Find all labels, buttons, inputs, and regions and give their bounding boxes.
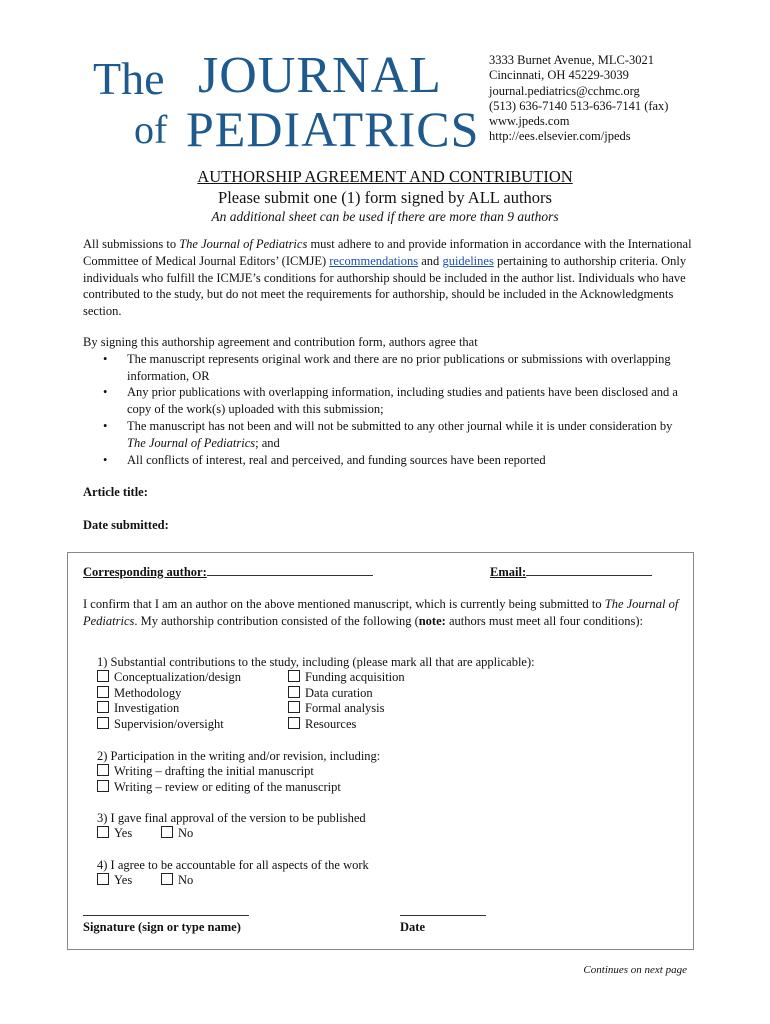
confirm-text-2: . My authorship contribution consisted of the following ( [134, 613, 419, 628]
intro-text-3: and [418, 253, 443, 268]
checkbox[interactable] [97, 717, 109, 729]
corresponding-author-field[interactable] [207, 575, 373, 576]
address-submission-site: http://ees.elsevier.com/jpeds [489, 129, 631, 144]
checkbox[interactable] [161, 873, 173, 885]
checkbox[interactable] [288, 717, 300, 729]
option-formal-analysis[interactable] [288, 701, 385, 717]
option-methodology[interactable] [97, 686, 181, 702]
agreement-item: • The manuscript represents original work and there are no prior publications or submissions with overlapping information, OR [83, 351, 693, 385]
checkbox[interactable] [97, 873, 109, 885]
q3-no-option[interactable] [161, 826, 193, 842]
q3-yes-option[interactable] [97, 826, 132, 842]
checkbox[interactable] [288, 701, 300, 713]
checkbox[interactable] [97, 670, 109, 682]
option-label: Formal analysis [305, 701, 385, 715]
confirm-paragraph [83, 596, 683, 630]
agreement-item [83, 418, 693, 452]
agreement-item-text: The manuscript has not been and will not be submitted to any other journal while it is under consideration by [127, 418, 673, 433]
page-note: An additional sheet can be used if there are more than 9 authors [211, 209, 559, 224]
journal-logo [90, 47, 480, 157]
yes-label: Yes [114, 873, 133, 887]
date-field[interactable] [400, 915, 486, 916]
checkbox[interactable] [97, 780, 109, 792]
option-conceptualization[interactable] [97, 670, 241, 686]
option-investigation[interactable] [97, 701, 179, 717]
intro-text-4: pertaining to authorship criteria. Only individuals who fulfill the ICMJE’s conditions for authorship should be included in the author list. Individuals who have contributed to the study, but do not meet the requirements for authorship, should be included in the Acknowledgments section. [83, 253, 687, 319]
corresponding-author-row [83, 565, 373, 581]
email-row [490, 565, 652, 581]
guidelines-link[interactable]: guidelines [442, 253, 494, 268]
q4-no-option[interactable] [161, 873, 193, 889]
option-label: Investigation [114, 701, 180, 715]
option-label: Conceptualization/design [114, 670, 242, 684]
signature-field[interactable] [83, 915, 249, 916]
email-field[interactable] [526, 575, 652, 576]
date-label: Date [400, 920, 425, 934]
option-data-curation[interactable] [288, 686, 373, 702]
question-3: 3) I gave final approval of the version to be published [97, 811, 366, 825]
corresponding-author-label: Corresponding author: [83, 565, 207, 579]
option-label: Supervision/oversight [114, 717, 224, 731]
option-supervision[interactable] [97, 717, 224, 733]
agreement-journal-name: The Journal of Pediatrics [127, 435, 256, 450]
address-street: 3333 Burnet Avenue, MLC-3021 [489, 53, 655, 67]
logo-of: of [134, 107, 168, 152]
no-label: No [178, 873, 194, 887]
email-label: Email: [490, 565, 527, 579]
question-1: 1) Substantial contributions to the study, including (please mark all that are applicable): [97, 655, 535, 669]
agreement-item: • All conflicts of interest, real and perceived, and funding sources have been reported [83, 452, 693, 469]
logo-journal: JOURNAL [198, 47, 442, 104]
checkbox[interactable] [288, 686, 300, 698]
date-submitted-label: Date submitted: [83, 518, 169, 532]
agreement-list [83, 351, 693, 469]
page-subtitle: Please submit one (1) form signed by ALL authors [218, 188, 552, 207]
question-4: 4) I agree to be accountable for all aspects of the work [97, 858, 369, 872]
yes-label: Yes [114, 826, 133, 840]
checkbox[interactable] [97, 764, 109, 776]
option-writing-drafting[interactable] [97, 764, 314, 780]
confirm-note-label: note: [418, 613, 446, 628]
checkbox[interactable] [97, 826, 109, 838]
confirm-text-3: authors must meet all four conditions): [445, 613, 643, 628]
q4-yes-option[interactable] [97, 873, 132, 889]
article-title-label: Article title: [83, 485, 148, 499]
option-writing-review[interactable] [97, 780, 341, 796]
address-city: Cincinnati, OH 45229-3039 [489, 68, 629, 83]
recommendations-link[interactable]: recommendations [329, 253, 419, 268]
option-label: Writing – review or editing of the manuscript [114, 780, 341, 794]
question-2: 2) Participation in the writing and/or revision, including: [97, 749, 381, 763]
intro-paragraph [83, 236, 693, 320]
agreement-section [83, 334, 693, 468]
logo-pediatrics: PEDIATRICS [186, 101, 480, 157]
journal-address [489, 53, 668, 145]
intro-text-2: must adhere to and provide information in accordance with the International Committee of Medical Journal Editors’ (ICMJE) [83, 237, 692, 268]
checkbox[interactable] [97, 686, 109, 698]
continues-note: Continues on next page [583, 964, 687, 976]
page-title: AUTHORSHIP AGREEMENT AND CONTRIBUTION [197, 167, 573, 186]
agreement-item: • Any prior publications with overlapping information, including studies and patients have been disclosed and a copy of the work(s) uploaded with this submission; [83, 384, 693, 418]
option-label: Methodology [114, 686, 182, 700]
checkbox[interactable] [161, 826, 173, 838]
address-website: www.jpeds.com [489, 114, 570, 129]
intro-journal-name: The Journal of Pediatrics [179, 237, 308, 251]
intro-text-1: All submissions to [83, 237, 180, 251]
option-label: Funding acquisition [305, 670, 405, 684]
address-email: journal.pediatrics@cchmc.org [489, 83, 640, 98]
address-phone: (513) 636-7140 513-636-7141 (fax) [489, 98, 669, 113]
signature-label: Signature (sign or type name) [83, 920, 241, 934]
option-resources[interactable] [288, 717, 356, 733]
checkbox[interactable] [288, 670, 300, 682]
option-label: Writing – drafting the initial manuscript [114, 764, 314, 778]
option-label: Resources [305, 717, 357, 731]
logo-the: The [93, 53, 165, 104]
no-label: No [178, 826, 194, 840]
option-label: Data curation [305, 686, 373, 700]
checkbox[interactable] [97, 701, 109, 713]
agreement-item-text: ; and [255, 435, 280, 450]
confirm-journal-name: The Journal of Pediatrics [83, 597, 679, 628]
confirm-text-1: I confirm that I am an author on the above mentioned manuscript, which is currently being submitted to [83, 597, 605, 611]
option-funding-acquisition[interactable] [288, 670, 405, 686]
agreement-lead: By signing this authorship agreement and contribution form, authors agree that [83, 335, 478, 349]
